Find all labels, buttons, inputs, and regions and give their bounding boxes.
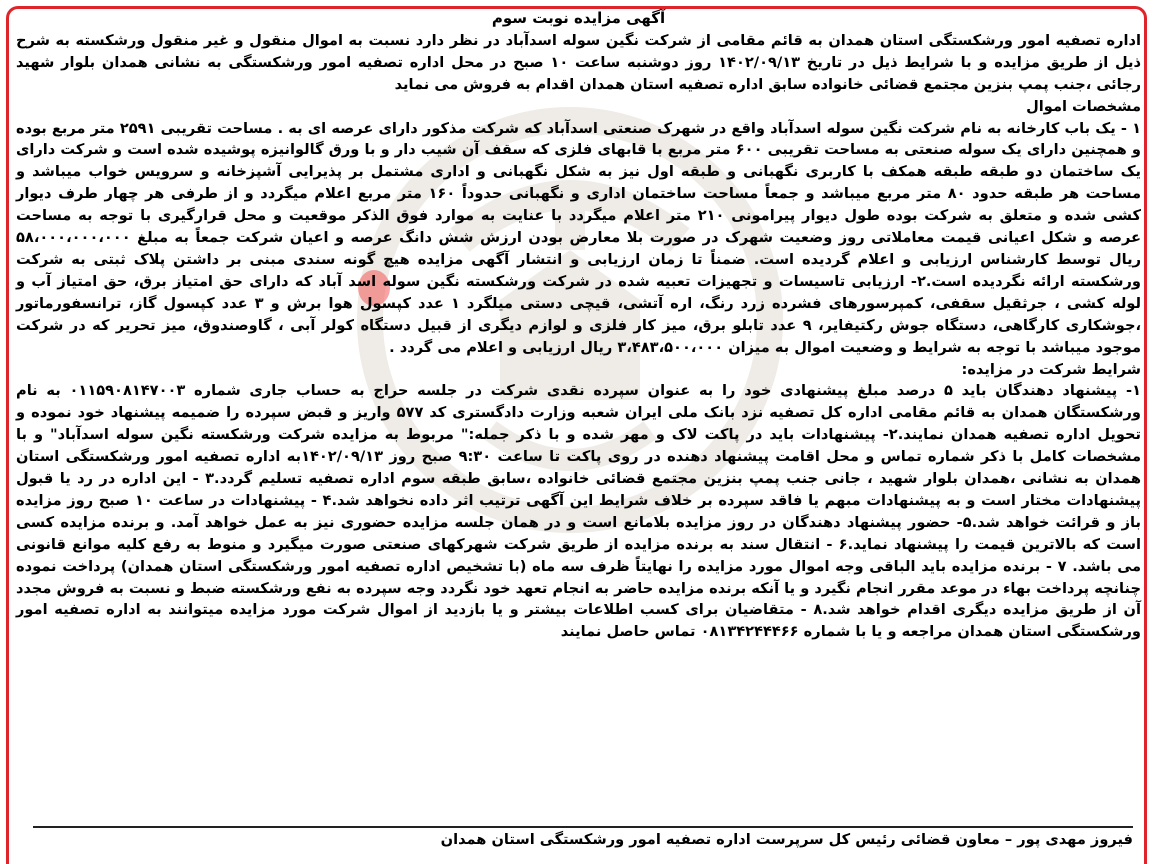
advert-title: آگهی مزایده نوبت سوم xyxy=(491,9,666,27)
assets-paragraph: ۱ - یک باب کارخانه به نام شرکت نگین سوله اسدآباد واقع در شهرک صنعتی اسدآباد که شرکت مذکور دارای عرصه ای به . مساحت تقریبی ۲۵۹۱ متر مربع بوده و همچنین دارای یک سوله صنعتی به مساحت تقریبی ۶۰۰ متر مربع با قابهای فلزی که سقف آن شیب دار و با ورق گالوانیزه پوشیده شده است و شرکت دارای یک ساختمان دو طبقه طبقه همکف با کاربری نگهبانی و طبقه اول نیز به شکل نگهبانی و اداری مشتمل بر پذیرایی آشپزخانه و سرویس خواب میباشد و مساحت هر طبقه حدود ۸۰ متر مربع میباشد و جمعاً مساحت ساختمان اداری و نگهبانی حدوداً ۱۶۰ متر مربع اعلام میگردد و از طرفی هر چهار طرف دیوار کشی شده و متعلق به شرکت بوده طول دیوار پیرامونی ۲۱۰ متر اعلام میگردد با عنایت به موارد فوق الذکر موقعیت و محل قرارگیری با توجه به مساحت عرصه و شکل اعیانی قیمت معاملاتی روز وضعیت شهرک در صورت بلا معارض بودن ارزش شش دانگ عرصه و اعیان شرکت جمعاً به مبلغ ۵۸،۰۰۰،۰۰۰،۰۰۰ ریال توسط کارشناس ارزیابی و اعلام گردیده است. ضمناً تا زمان ارزیابی و انتشار آگهی مزایده هیچ گونه سندی مبنی بر داشتن پلاک ثبتی به شرکت ورشکسته ارائه نگردیده است.۲- ارزیابی تاسیسات و تجهیزات تعبیه شده در شرکت ورشکسته نگین سوله اسد آباد که دارای حق امتیاز برق، حق امتیاز آب و لوله کشی ، جرثقیل سقفی، کمپرسورهای فشرده زرد رنگ، اره آتشی، قیچی دستی میلگرد ۱ عدد کپسول هوا برش و ۳ عدد کپسول گاز، ترانسفورماتور ،جوشکاری کارگاهی، دستگاه جوش رکتیفایر، ۹ عدد تابلو برق، میز کار فلزی و لوازم دیگری از قبیل دستگاه کولر آبی ، گاوصندوق، میز تحریر که در شرکت موجود میباشد با توجه به شرایط و وضعیت اموال به میزان ۳،۴۸۳،۵۰۰،۰۰۰ ریال ارزیابی و اعلام می گردد . xyxy=(16,119,1142,356)
assets-heading: مشخصات اموال xyxy=(1026,97,1141,115)
conditions-paragraph: ۱- پیشنهاد دهندگان باید ۵ درصد مبلغ پیشنهادی خود را به عنوان سپرده نقدی شرکت در جلسه حراج به حساب جاری شماره ۰۱۱۵۹۰۸۱۴۷۰۰۳ به نام ورشکستگان همدان به قائم مقامی اداره کل تصفیه نزد بانک ملی ایران شعبه وزارت دادگستری کد ۵۷۷ واریز و قبض سپرده را ضمیمه پیشنهاد خود نموده و تحویل اداره تصفیه همدان نمایند.۲- پیشنهادات باید در پاکت لاک و مهر شده و با ذکر جمله:" مربوط به مزایده شرکت ورشکسته نگین سوله اسدآباد" و با مشخصات کامل با ذکر شماره تماس و محل اقامت پیشنهاد دهنده در روی پاکت تا ساعت ۹:۳۰ صبح روز ۱۴۰۲/۰۹/۱۳به اداره تصفیه امور ورشکستگی استان همدان به نشانی ،همدان بلوار شهید ، جانی جنب پمپ بنزین مجتمع قضائی خانواده ،سابق طبقه سوم اداره تصفیه تسلیم گردد.۳ - این اداره در رد یا قبول پیشنهادات مختار است و به پیشنهادات مبهم یا فاقد سپرده بر خلاف شرایط این آگهی ترتیب اثر داده نخواهد شد.۴ - پیشنهادات در ساعت ۱۰ صبح روز مزایده باز و قرائت خواهد شد.۵- حضور پیشنهاد دهندگان در روز مزایده بلامانع است و در همان جلسه مزایده حضوری نیز به عمل خواهد آمد. و برنده مزایده کسی است که بالاترین قیمت را پیشنهاد نماید.۶ - انتقال سند به برنده مزایده از طریق شرکت شهرکهای صنعتی صورت میگیرد و منوط به رفع کلیه موانع قانونی می باشد. ۷ - برنده مزایده باید الباقی وجه اموال مورد مزایده را نهایتاً ظرف سه ماه (با تشخیص اداره تصفیه امور ورشکستگی استان همدان) پرداخت نموده چنانچه پرداخت بهاء در موعد مقرر انجام نگیرد و یا آنکه برنده مزایده حاضر به انجام تعهد خود نگردد وجه سپرده به نفع ورشکسته ضبط و نسبت به فروش مجدد آن از طریق مزایده دیگری اقدام خواهد شد.۸ - متقاضیان برای کسب اطلاعات بیشتر و یا بازدید از اموال شرکت مورد مزایده میتوانند به اداره تصفیه امور ورشکستگی استان همدان مراجعه و یا با شماره ۰۸۱۳۴۲۴۴۴۶۶ تماس حاصل نمایند xyxy=(16,382,1141,641)
signature-line: فیروز مهدی پور – معاون قضائی رئیس کل سرپرست اداره تصفیه امور ورشکستگی استان همدان xyxy=(33,826,1133,850)
advert-body xyxy=(16,8,1141,643)
intro-paragraph: اداره تصفیه امور ورشکستگی استان همدان به قائم مقامی از شرکت نگین سوله اسدآباد در نظر دارد نسبت به اموال منقول و غیر منقول ورشکسته به شرح ذیل از طریق مزایده و با شرایط ذیل در تاریخ ۱۴۰۲/۰۹/۱۳ روز دوشنبه ساعت ۱۰ صبح در محل اداره تصفیه امور ورشکستگی به نشانی همدان بلوار شهید رجائی ،جنب پمپ بنزین مجتمع قضائی خانواده سابق اداره تصفیه استان همدان اقدام به فروش می نماید xyxy=(16,31,1142,93)
conditions-heading: شرایط شرکت در مزایده: xyxy=(961,360,1141,378)
